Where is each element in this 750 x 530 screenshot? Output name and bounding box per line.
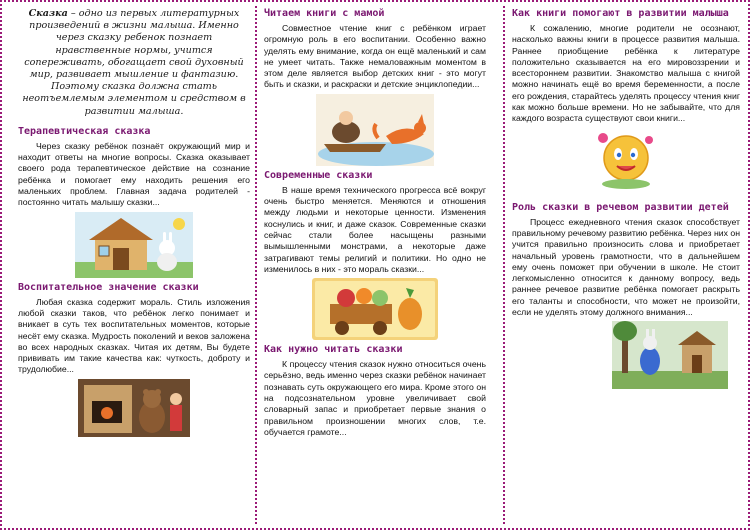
intro-text: – одно из первых литературных произведений в жизни малыша. Именно через сказку ребенок познает нравственные нормы, учится сопереживать, обогащает свой духовный мир, развивает мышление и фантазию. Поэтому сказка должна стать неотъемлемым элементом и средством в развитии малыша.	[22, 8, 246, 117]
intro-paragraph	[18, 8, 250, 118]
intro-lead-word: Сказка	[28, 8, 68, 19]
how-text: К процессу чтения сказок нужно относиться очень серьёзно, ведь именно через сказки ребёнок начинает познавать суть окружающего его мира. Кроме этого он на подсознательном уровне увеличивает свой словарный запас и приобретает первые знания о правильном произношении многих слов, т.е. обучается грамоте...	[264, 359, 486, 437]
column-divider-left	[255, 6, 257, 524]
bear-oven-illustration	[78, 379, 190, 437]
edu-title: Воспитательное значение сказки	[18, 281, 199, 293]
read-text: Совместное чтение книг с ребёнком играет огромную роль в его воспитании. Особенно важно уделять ему внимание, когда он ещё маленький и сам не умеет читать. Также немаловажным моментом в этом деле является выбор детских книг - это могут быть и сказки, и раскраски и детские энциклопедии...	[264, 23, 486, 90]
therapy-text: Через сказку ребёнок познаёт окружающий мир и находит ответы на многие вопросы. Сказка оказывает своего рода терапевтическое действие на сознание ребёнка и помогает ему находить решения его маленьких проблем. Главная задача родителей - постоянно читать малышу сказки...	[18, 140, 250, 208]
column-3	[512, 8, 740, 522]
therapy-title: Терапевтическая сказка	[18, 125, 151, 137]
column-2	[264, 8, 486, 522]
help-text: К сожалению, многие родители не осознают, насколько важны книги в процессе развития малыша. Раннее приобщение ребёнка к литературе положительно сказывается на его мировоззрении и всестороннем развитии. Знакомство малыша с книгой можно начинать ещё во время беременности, а после его рождения, старайтесь уделять процессу чтения книг как можно больше времени. Но не забывайте, что для каждого возраста существуют свои книги...	[512, 23, 740, 124]
help-title: Как книги помогают в развитии малыша	[512, 8, 729, 19]
modern-text: В наше время технического прогресса всё вокруг очень быстро меняется. Меняются и отношения между людьми и некоторые ценности. Изменения коснулись и книг, и даже сказок. Современные сказки сейчас стали более насыщены разными вымышленными монстрами, а некоторые даже затрагивают темы религий и политики. Но одно не изменилось в них - это мораль сказки...	[264, 184, 486, 274]
role-title: Роль сказки в речевом развитии детей	[512, 201, 729, 213]
fairy-house-illustration	[75, 212, 193, 278]
role-text: Процесс ежедневного чтения сказок способствует правильному речевому развитию ребёнка. Через них он учится правильно произносить слова и приобретает начальный уровень грамотности, что в дальнейшем ему очень поможет при обучении в школе. Не стоит легкомысленно относится к данному вопросу, ведь раннее речевое развитие ребёнка помогает раскрыть его таланты и способности, что может не произойти, если не уделять этому должного внимания...	[512, 216, 740, 318]
modern-title: Современные сказки	[264, 169, 373, 181]
kolobok-illustration	[591, 128, 661, 190]
edu-text: Любая сказка содержит мораль. Стиль изложения любой сказки таков, что ребёнок легко понимает и вникает в суть тех воспитательных моментов, которые несёт ему сказка. Мудрость поколений и веков заложена во всех народных сказках. Читая их детям, Вы будете прививать им такие качества как: чуткость, доброту и трудолюбие...	[18, 296, 250, 375]
vegetables-cart-illustration	[312, 278, 438, 340]
how-title: Как нужно читать сказки	[264, 344, 403, 356]
read-title: Читаем книги с мамой	[264, 8, 385, 19]
fox-sledge-illustration	[316, 94, 434, 166]
column-divider-right	[503, 6, 505, 524]
column-1	[18, 8, 250, 522]
forest-rabbit-illustration	[612, 321, 728, 389]
